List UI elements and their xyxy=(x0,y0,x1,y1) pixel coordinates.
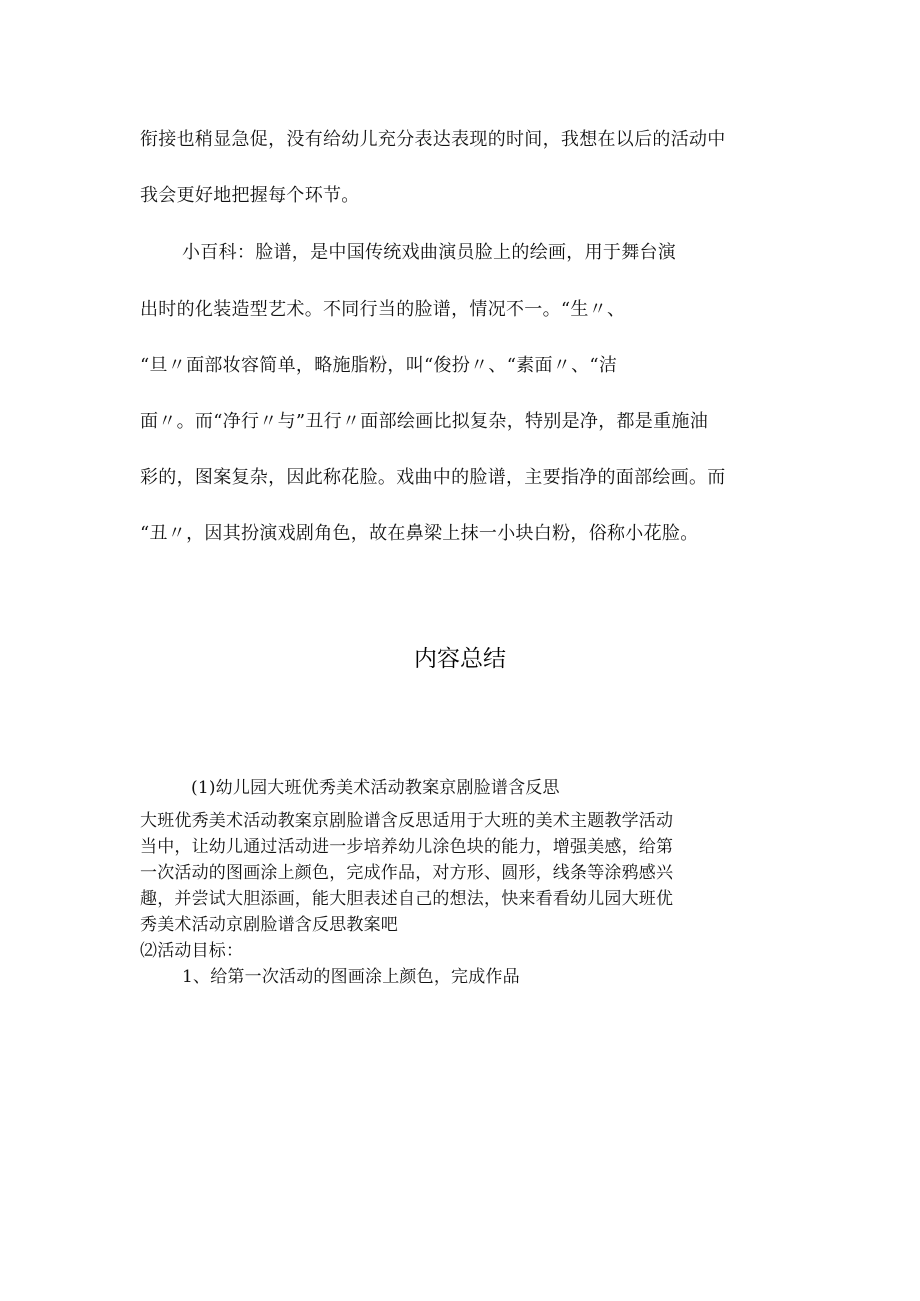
summary-subheading: ⑵活动目标： xyxy=(140,941,244,961)
body-text-line: “旦〃面部妆容简单，略施脂粉，叫“俊扮〃、“素面〃、“洁 xyxy=(140,355,618,376)
summary-text-line: 一次活动的图画涂上颜色，完成作品，对方形、圆形，线条等涂鸦感兴 xyxy=(140,863,674,883)
summary-goal-item: 1、给第一次活动的图画涂上颜色，完成作品 xyxy=(182,967,520,987)
encyclopedia-paragraph-start: 小百科：脸谱，是中国传统戏曲演员脸上的绘画，用于舞台演 xyxy=(182,242,677,263)
summary-title-line: (1)幼儿园大班优秀美术活动教案京剧脸谱含反思 xyxy=(191,778,560,798)
summary-text-line: 当中，让幼儿通过活动进一步培养幼儿涂色块的能力，增强美感，给第 xyxy=(140,837,674,857)
summary-text-line: 趣，并尝试大胆添画，能大胆表述自己的想法，快来看看幼儿园大班优 xyxy=(140,889,674,909)
summary-heading: 内容总结 xyxy=(414,646,506,672)
body-text-line: 衔接也稍显急促，没有给幼儿充分表达表现的时间，我想在以后的活动中 xyxy=(140,129,726,150)
body-text-line: 彩的，图案复杂，因此称花脸。戏曲中的脸谱，主要指净的面部绘画。而 xyxy=(140,467,726,488)
body-text-line: 出时的化装造型艺术。不同行当的脸谱，情况不一。“生〃、 xyxy=(140,299,626,320)
summary-text-line: 秀美术活动京剧脸谱含反思教案吧 xyxy=(140,915,398,935)
body-text-line: 我会更好地把握每个环节。 xyxy=(140,185,360,206)
body-text-line: 面〃。而“净行〃与”丑行〃面部绘画比拟复杂，特别是净，都是重施油 xyxy=(140,411,709,432)
body-text-line: “丑〃，因其扮演戏剧角色，故在鼻梁上抹一小块白粉，俗称小花脸。 xyxy=(140,523,699,544)
summary-text-line: 大班优秀美术活动教案京剧脸谱含反思适用于大班的美术主题教学活动 xyxy=(140,811,674,831)
